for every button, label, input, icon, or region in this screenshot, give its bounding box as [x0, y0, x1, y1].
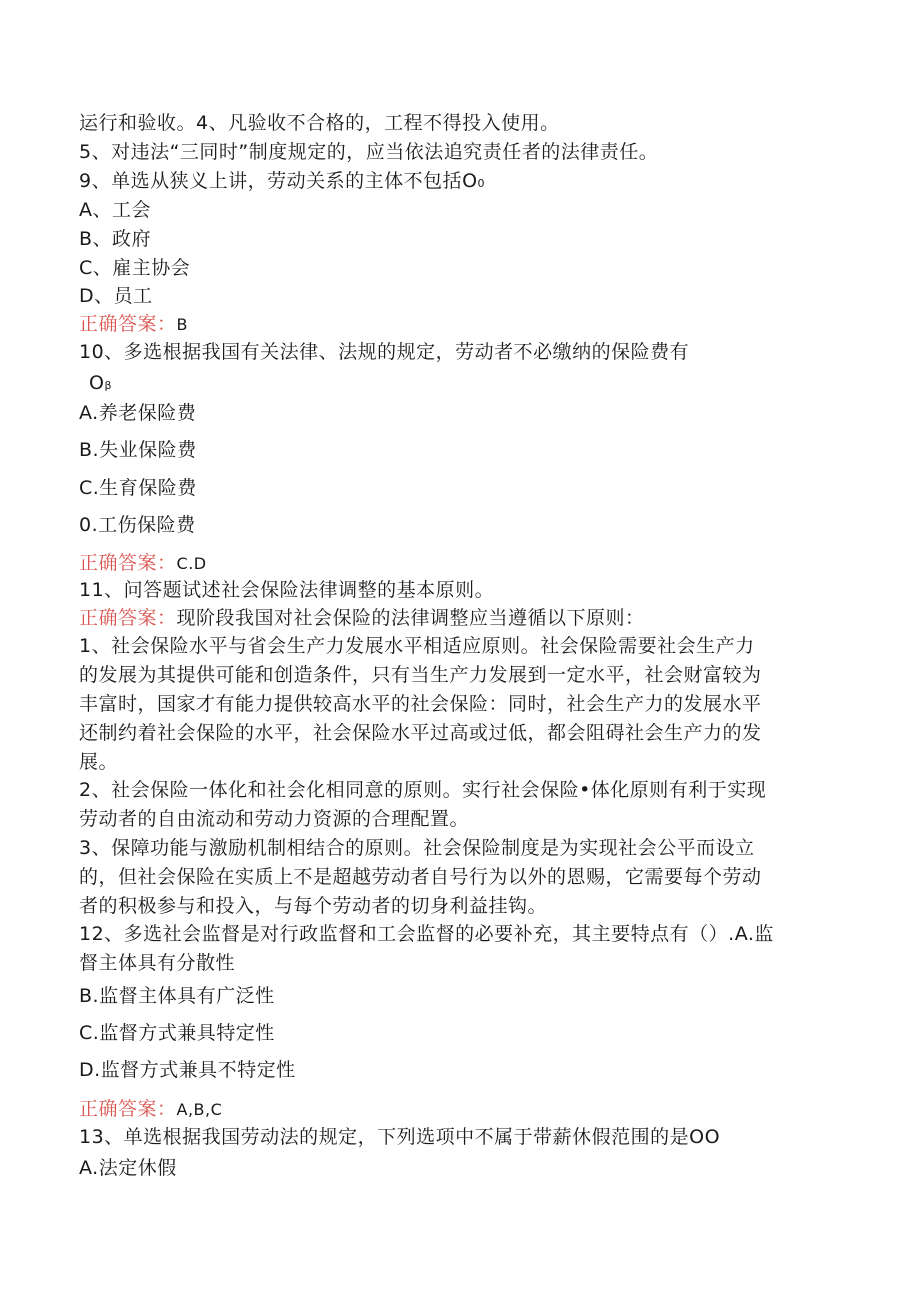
question-11: 11、问答题试述社会保险法律调整的基本原则。	[79, 579, 495, 601]
answer-value: A,B,C	[176, 1100, 223, 1119]
question-10-cont	[89, 371, 112, 398]
option-d: D.监督方式兼具不特定性	[79, 1059, 296, 1081]
option-c: C.监督方式兼具特定性	[79, 1022, 275, 1044]
text-line: 展。	[79, 751, 119, 773]
question-10: 10、多选根据我国有关法律、法规的规定，劳动者不必缴纳的保险费有	[79, 341, 690, 363]
option-b: B.监督主体具有广泛性	[79, 985, 275, 1007]
option-d: 0.工伤保险费	[79, 514, 196, 536]
question-9	[79, 169, 485, 196]
option-a: A.养老保险费	[79, 402, 197, 424]
text-line: 劳动者的自由流动和劳动力资源的合理配置。	[79, 808, 470, 830]
text-line: 还制约着社会保险的水平，社会保险水平过高或过低，都会阻碍社会生产力的发	[79, 722, 762, 744]
option-c: C.生育保险费	[79, 477, 197, 499]
option-c: C、雇主协会	[79, 257, 191, 279]
option-d: D、员工	[79, 285, 153, 307]
answer-label: 正确答案：	[79, 1098, 177, 1120]
answer-text: 现阶段我国对社会保险的法律调整应当遵循以下原则：	[176, 607, 645, 629]
answer-line	[79, 551, 207, 576]
question-13: 13、单选根据我国劳动法的规定，下列选项中不属于带薪休假范围的是OO	[79, 1126, 721, 1148]
answer-label: 正确答案：	[79, 552, 177, 574]
answer-label: 正确答案：	[79, 313, 177, 335]
text-line: 的发展为其提供可能和创造条件，只有当生产力发展到一定水平，社会财富较为	[79, 664, 762, 686]
text-line: 丰富时，国家才有能力提供较高水平的社会保险：同时，社会生产力的发展水平	[79, 693, 762, 715]
subscript: 0	[477, 177, 486, 190]
question-12-cont: 督主体具有分散性	[79, 952, 236, 974]
option-a: A、工会	[79, 199, 151, 221]
subscript: β	[104, 379, 112, 392]
text-line: 3、保障功能与激励机制相结合的原则。社会保险制度是为实现社会公平而设立	[79, 837, 755, 859]
question-text: O	[89, 372, 105, 394]
text-line: 运行和验收。4、凡验收不合格的，工程不得投入使用。	[79, 112, 560, 134]
answer-line	[79, 606, 645, 630]
text-line: 5、对违法“三同时”制度规定的，应当依法追究责任者的法律责任。	[79, 141, 659, 163]
text-line: 1、社会保险水平与省会生产力发展水平相适应原则。社会保险需要社会生产力	[79, 635, 755, 657]
option-b: B.失业保险费	[79, 439, 197, 461]
answer-line	[79, 312, 188, 337]
question-text: 9、单选从狭义上讲，劳动关系的主体不包括O	[79, 170, 478, 192]
answer-value: C.D	[176, 554, 207, 573]
answer-line	[79, 1097, 222, 1122]
answer-label: 正确答案：	[79, 607, 177, 629]
text-line: 的，但社会保险在实质上不是超越劳动者自号行为以外的恩赐，它需要每个劳动	[79, 866, 762, 888]
option-a: A.法定休假	[79, 1157, 177, 1179]
text-line: 者的积极参与和投入，与每个劳动者的切身利益挂钩。	[79, 895, 548, 917]
question-12: 12、多选社会监督是对行政监督和工会监督的必要补充，其主要特点有（）.A.监	[79, 923, 774, 945]
option-b: B、政府	[79, 228, 152, 250]
answer-value: B	[176, 315, 188, 334]
text-line: 2、社会保险一体化和社会化相同意的原则。实行社会保险•体化原则有利于实现	[79, 779, 767, 801]
